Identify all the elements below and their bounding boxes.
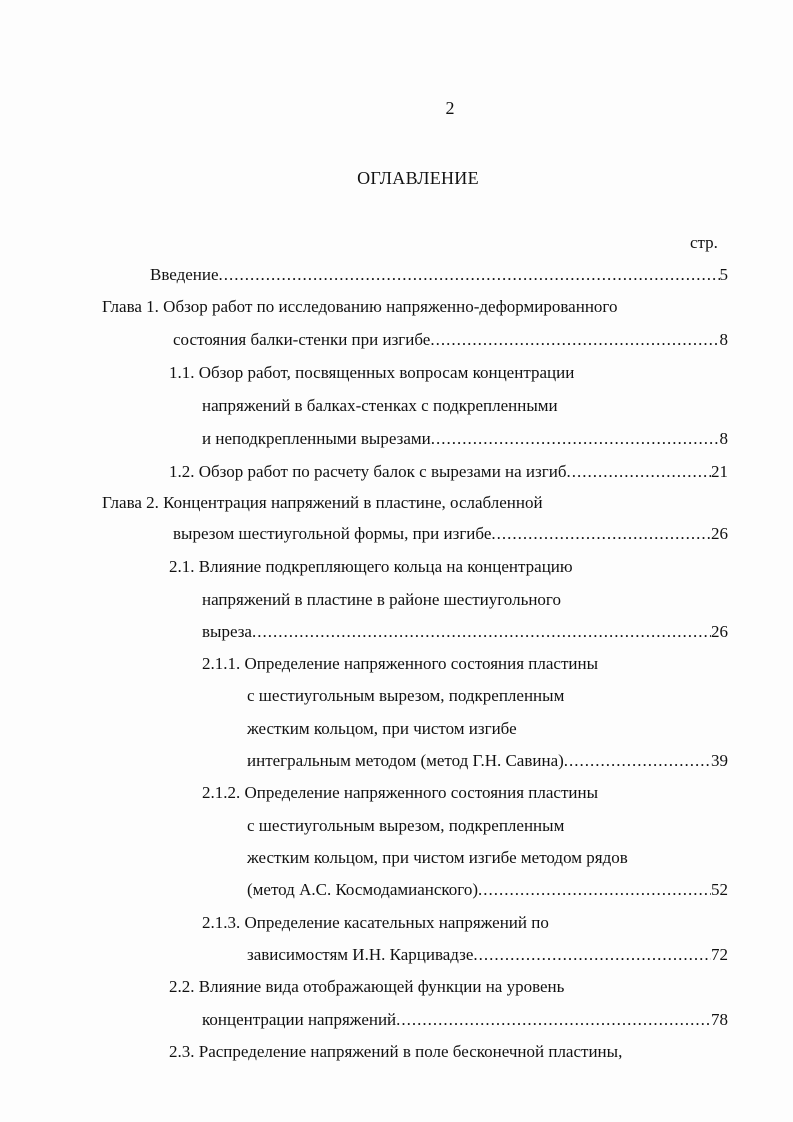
- page-number: 2: [445, 98, 455, 118]
- leader-dots: [430, 327, 719, 353]
- toc-entry-2-1-cont: напряжений в пластине в районе шестиугольного: [202, 590, 561, 609]
- page-column-header: стр.: [690, 233, 718, 252]
- toc-entry-2-1-2-cont: жестким кольцом, при чистом изгибе методом рядов: [247, 848, 628, 867]
- toc-entry-2-1-1-cont: жестким кольцом, при чистом изгибе: [247, 719, 517, 738]
- toc-entry-2-1: 2.1. Влияние подкрепляющего кольца на концентрацию: [169, 557, 573, 576]
- leader-dots: [566, 459, 711, 485]
- toc-entry-2-1-1-end: интегральным методом (метод Г.Н. Савина) ..... 39: [247, 748, 728, 774]
- leader-dots: [473, 942, 711, 968]
- leader-dots: [491, 521, 711, 547]
- toc-entry-2-1-2-end: (метод А.С. Космодамианского) ..... 52: [247, 877, 728, 903]
- leader-dots: [219, 262, 720, 288]
- toc-entry-2-1-2: 2.1.2. Определение напряженного состояния пластины: [202, 783, 599, 802]
- toc-entry-introduction: Введение ..... 5: [150, 262, 728, 288]
- leader-dots: [478, 877, 711, 903]
- toc-entry-1-2: 1.2. Обзор работ по расчету балок с вырезами на изгиб ..... 21: [169, 459, 728, 485]
- toc-title: ОГЛАВЛЕНИЕ: [357, 168, 479, 188]
- toc-entry-2-1-1: 2.1.1. Определение напряженного состояния пластины: [202, 654, 599, 673]
- toc-entry-2-2-end: концентрации напряжений ..... 78: [202, 1007, 728, 1033]
- toc-entry-2-1-3-end: зависимостям И.Н. Карцивадзе ..... 72: [247, 942, 728, 968]
- leader-dots: [564, 748, 711, 774]
- leader-dots: [431, 426, 720, 452]
- toc-entry-1-1: 1.1. Обзор работ, посвященных вопросам концентрации: [169, 363, 575, 382]
- toc-entry-chapter-1-cont: состояния балки-стенки при изгибе ..... 8: [173, 327, 728, 353]
- leader-dots: [252, 619, 711, 645]
- toc-entry-2-1-3: 2.1.3. Определение касательных напряжений по: [202, 913, 549, 932]
- toc-entry-1-1-cont: напряжений в балках-стенках с подкрепленными: [202, 396, 558, 415]
- toc-entry-2-1-2-cont: с шестиугольным вырезом, подкрепленным: [247, 816, 565, 835]
- toc-entry-2-1-1-cont: с шестиугольным вырезом, подкрепленным: [247, 686, 565, 705]
- toc-entry-chapter-1: Глава 1. Обзор работ по исследованию напряженно-деформированного: [102, 297, 618, 316]
- toc-entry-chapter-2: Глава 2. Концентрация напряжений в пластине, ослабленной: [102, 493, 543, 512]
- toc-entry-chapter-2-cont: вырезом шестиугольной формы, при изгибе ..... 26: [173, 521, 728, 547]
- toc-entry-2-2: 2.2. Влияние вида отображающей функции на уровень: [169, 977, 565, 996]
- toc-entry-1-1-end: и неподкрепленными вырезами ..... 8: [202, 426, 728, 452]
- toc-entry-2-1-end: выреза ..... 26: [202, 619, 728, 645]
- leader-dots: [396, 1007, 711, 1033]
- toc-entry-2-3: 2.3. Распределение напряжений в поле бесконечной пластины,: [169, 1042, 623, 1061]
